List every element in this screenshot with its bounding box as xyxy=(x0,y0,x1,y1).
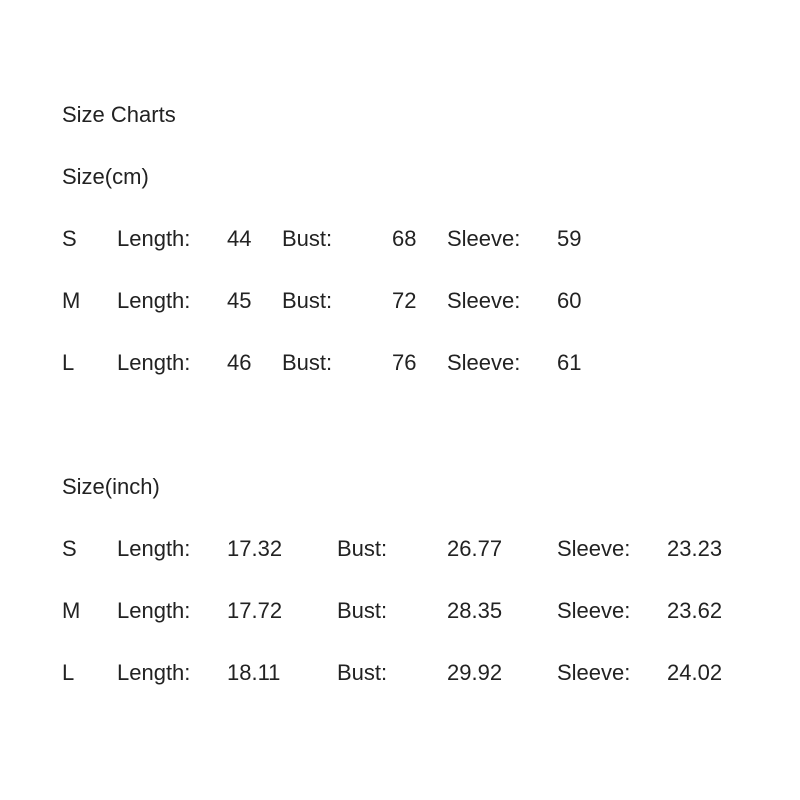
length-label: Length: xyxy=(117,288,191,313)
size-label: S xyxy=(62,536,77,561)
size-label: S xyxy=(62,226,77,251)
sleeve-value: 24.02 xyxy=(667,660,723,685)
size-label: M xyxy=(62,598,81,623)
length-value: 18.11 xyxy=(227,660,281,685)
length-value: 44 xyxy=(227,226,252,251)
sleeve-label: Sleeve: xyxy=(557,536,631,561)
bust-value: 76 xyxy=(392,350,417,375)
sleeve-label: Sleeve: xyxy=(447,350,521,375)
table-row xyxy=(0,535,800,563)
size-label: L xyxy=(62,350,75,375)
bust-value: 26.77 xyxy=(447,536,503,561)
sleeve-label: Sleeve: xyxy=(447,226,521,251)
table-row xyxy=(0,225,800,253)
inch-table-heading: Size(inch) xyxy=(62,474,160,499)
length-value: 46 xyxy=(227,350,252,375)
length-value: 45 xyxy=(227,288,252,313)
table-row xyxy=(0,287,800,315)
length-label: Length: xyxy=(117,226,191,251)
sleeve-label: Sleeve: xyxy=(557,598,631,623)
bust-value: 28.35 xyxy=(447,598,503,623)
bust-label: Bust: xyxy=(337,660,388,685)
sleeve-label: Sleeve: xyxy=(557,660,631,685)
bust-label: Bust: xyxy=(337,536,388,561)
bust-label: Bust: xyxy=(282,350,333,375)
title-line xyxy=(0,101,800,129)
bust-value: 29.92 xyxy=(447,660,503,685)
bust-label: Bust: xyxy=(282,226,333,251)
sleeve-value: 23.62 xyxy=(667,598,723,623)
sleeve-value: 23.23 xyxy=(667,536,723,561)
table-row xyxy=(0,659,800,687)
cm-heading-line xyxy=(0,163,800,191)
cm-table-heading: Size(cm) xyxy=(62,164,149,189)
length-value: 17.32 xyxy=(227,536,283,561)
length-label: Length: xyxy=(117,350,191,375)
sleeve-label: Sleeve: xyxy=(447,288,521,313)
length-label: Length: xyxy=(117,660,191,685)
sleeve-value: 59 xyxy=(557,226,582,251)
bust-label: Bust: xyxy=(282,288,333,313)
inch-heading-line xyxy=(0,473,800,501)
table-row xyxy=(0,349,800,377)
length-value: 17.72 xyxy=(227,598,283,623)
sleeve-value: 61 xyxy=(557,350,582,375)
size-label: M xyxy=(62,288,81,313)
table-row xyxy=(0,597,800,625)
page-title: Size Charts xyxy=(62,102,176,127)
bust-label: Bust: xyxy=(337,598,388,623)
length-label: Length: xyxy=(117,536,191,561)
bust-value: 72 xyxy=(392,288,417,313)
size-label: L xyxy=(62,660,75,685)
bust-value: 68 xyxy=(392,226,417,251)
sleeve-value: 60 xyxy=(557,288,582,313)
length-label: Length: xyxy=(117,598,191,623)
